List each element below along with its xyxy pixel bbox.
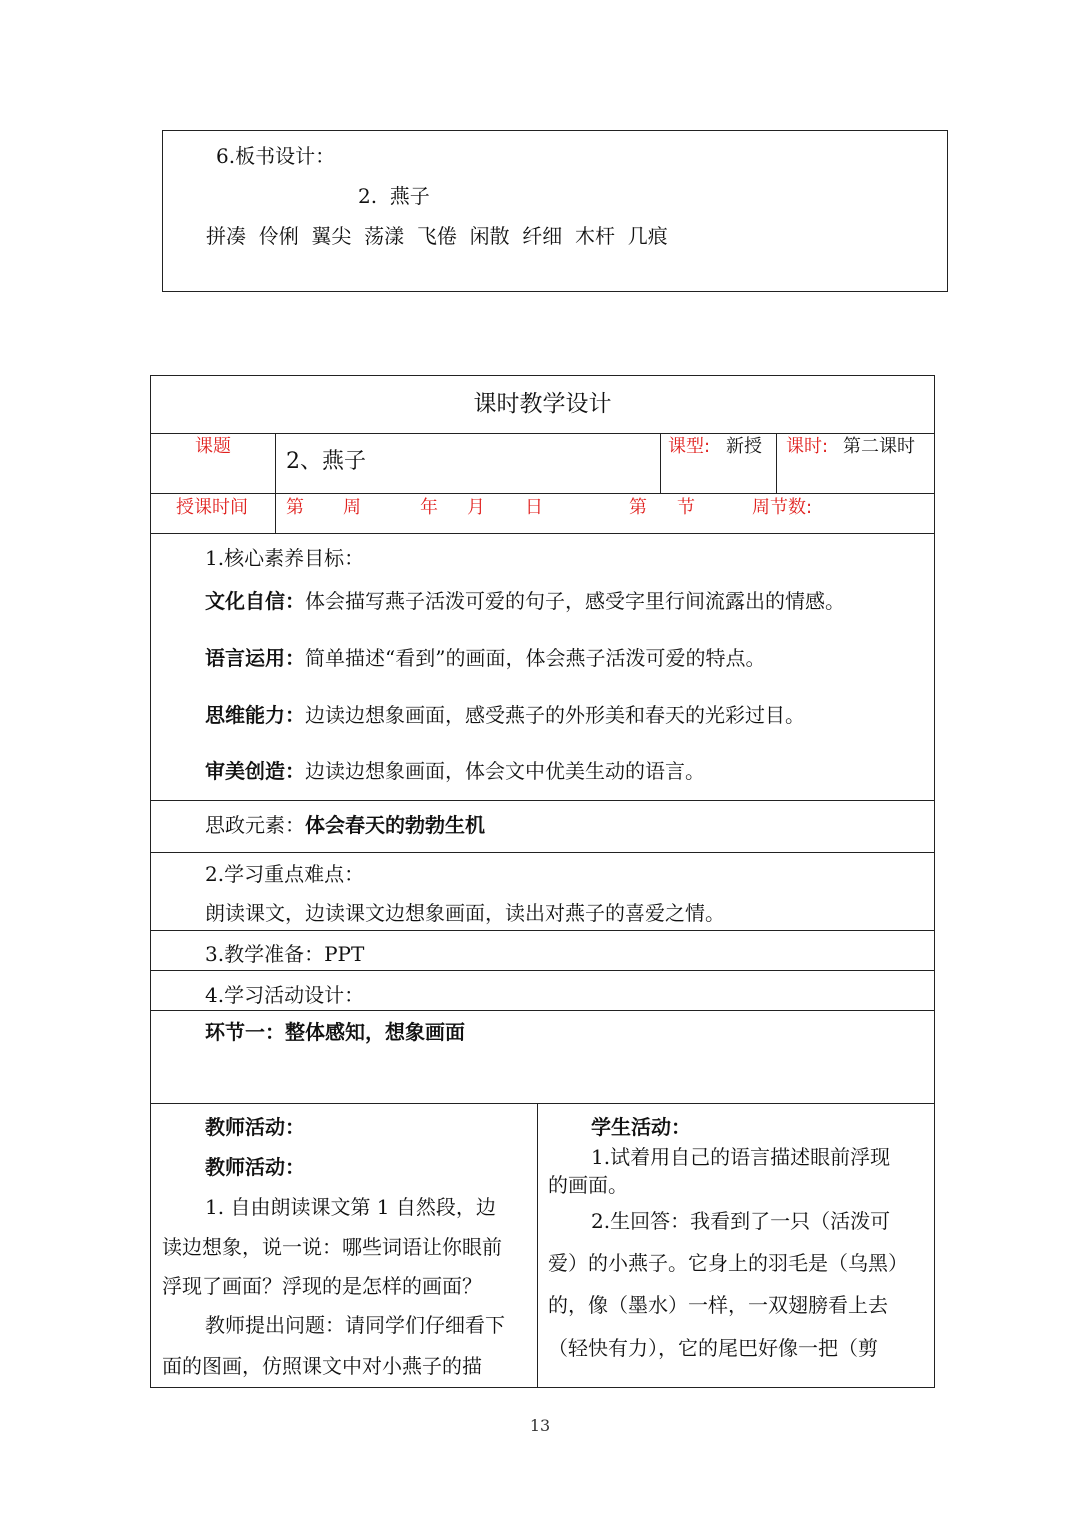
- teacher-line: 教师提出问题：请同学们仔细看下: [205, 1313, 505, 1337]
- student-line: 1.试着用自己的语言描述眼前浮现: [591, 1145, 891, 1169]
- time-field: 年: [420, 497, 438, 518]
- page-number: 13: [529, 1416, 551, 1435]
- goal-label: 审美创造：: [205, 759, 305, 783]
- goals-heading: 1.核心素养目标：: [205, 546, 365, 570]
- goal-item: [205, 705, 805, 725]
- stage1-label: 环节一：: [205, 1020, 285, 1044]
- row-divider: [150, 852, 935, 853]
- time-field: 周节数:: [752, 497, 813, 518]
- board-heading: 6.板书设计：: [216, 144, 336, 168]
- time-field: 日: [525, 497, 543, 518]
- activity-heading: 4.学习活动设计：: [205, 983, 365, 1007]
- time-field: 节: [677, 497, 695, 518]
- student-line: 2.生回答：我看到了一只（活泼可: [591, 1209, 891, 1233]
- col-divider: [537, 1103, 538, 1388]
- time-field: 第: [629, 497, 647, 518]
- stage1-text: 整体感知，想象画面: [285, 1020, 465, 1044]
- time-field: 月: [467, 497, 485, 518]
- student-line: 爱）的小燕子。它身上的羽毛是（乌黑）: [548, 1251, 908, 1275]
- row-divider: [150, 970, 935, 971]
- keypoints-heading: 2.学习重点难点：: [205, 862, 365, 886]
- prep-text: PPT: [324, 942, 365, 966]
- row-divider: [150, 533, 935, 534]
- teacher-line: 1. 自由朗读课文第 1 自然段，边: [205, 1195, 496, 1219]
- board-words: 拼凑 伶俐 翼尖 荡漾 飞倦 闲散 纤细 木杆 几痕: [206, 224, 668, 248]
- goal-item: [205, 761, 705, 781]
- student-line: 的，像（墨水）一样，一双翅膀看上去: [548, 1293, 888, 1317]
- col-divider: [275, 433, 276, 533]
- board-title: 2. 燕子: [358, 184, 430, 208]
- period-label: 课时:: [786, 436, 829, 457]
- ideology-label: 思政元素：: [205, 813, 305, 837]
- goal-text: 边读边想象画面，体会文中优美生动的语言。: [305, 759, 705, 783]
- row-divider: [150, 433, 935, 434]
- topic-label: 课题: [195, 436, 231, 457]
- row-divider: [150, 493, 935, 494]
- stage1: [205, 1022, 465, 1042]
- col-divider: [660, 433, 661, 493]
- student-heading: 学生活动：: [591, 1115, 691, 1139]
- teacher-heading: 教师活动：: [205, 1155, 305, 1179]
- time-field: 周: [343, 497, 361, 518]
- keypoints-text: 朗读课文，边读课文边想象画面，读出对燕子的喜爱之情。: [205, 901, 725, 925]
- time-field: 第: [286, 497, 304, 518]
- prep-heading: 3.教学准备：: [205, 942, 325, 966]
- ideology-row: [205, 815, 485, 835]
- goal-text: 体会描写燕子活泼可爱的句子，感受字里行间流露出的情感。: [305, 589, 845, 613]
- goal-label: 文化自信：: [205, 589, 305, 613]
- teacher-heading: 教师活动：: [205, 1115, 305, 1139]
- teacher-line: 面的图画，仿照课文中对小燕子的描: [162, 1354, 482, 1378]
- student-line: （轻快有力），它的尾巴好像一把（剪: [548, 1336, 878, 1360]
- lesson-header: 课时教学设计: [473, 391, 612, 417]
- student-line: 的画面。: [548, 1173, 628, 1197]
- row-divider: [150, 1010, 935, 1011]
- goal-item: [205, 591, 845, 611]
- period-value: 第二课时: [843, 436, 915, 457]
- ideology-text: 体会春天的勃勃生机: [305, 813, 485, 837]
- teacher-line: 读边想象，说一说：哪些词语让你眼前: [162, 1235, 502, 1259]
- row-divider: [150, 800, 935, 801]
- lesson-type-label: 课型:: [668, 436, 711, 457]
- topic-value: 2、燕子: [286, 449, 366, 474]
- row-divider: [150, 1103, 935, 1104]
- goal-label: 语言运用：: [205, 646, 305, 670]
- row-divider: [150, 930, 935, 931]
- goal-item: [205, 648, 765, 668]
- goal-label: 思维能力：: [205, 703, 305, 727]
- time-label: 授课时间: [176, 497, 248, 518]
- prep-row: [205, 944, 364, 964]
- goal-text: 简单描述“看到”的画面，体会燕子活泼可爱的特点。: [305, 646, 766, 670]
- lesson-type-value: 新授: [726, 436, 762, 457]
- teacher-line: 浮现了画面？浮现的是怎样的画面？: [162, 1274, 482, 1298]
- col-divider: [776, 433, 777, 493]
- goal-text: 边读边想象画面，感受燕子的外形美和春天的光彩过目。: [305, 703, 805, 727]
